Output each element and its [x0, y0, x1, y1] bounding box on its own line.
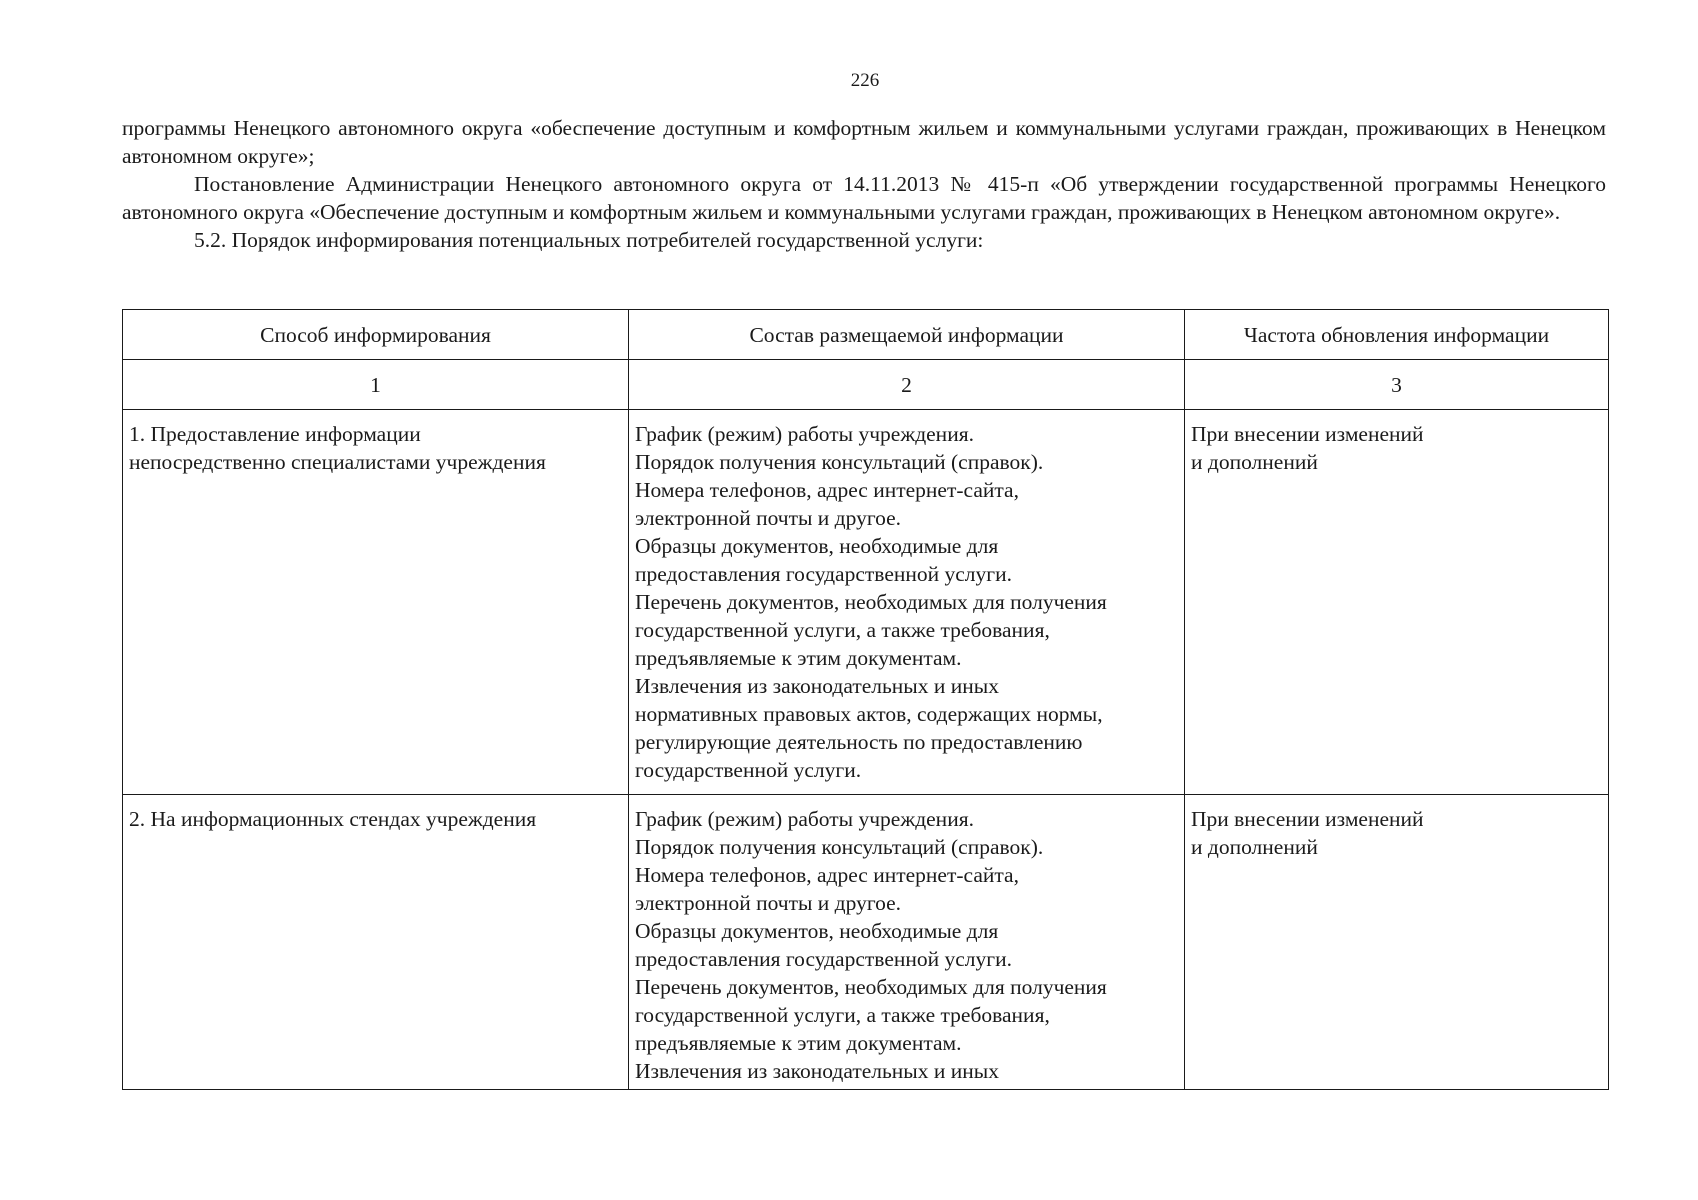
- content-line: нормативных правовых актов, содержащих нормы,: [635, 702, 1103, 726]
- content-cell: [629, 795, 1185, 1090]
- content-line: регулирующие деятельность по предоставлению: [635, 730, 1083, 754]
- header-frequency: Частота обновления информации: [1185, 310, 1609, 360]
- header-method: Способ информирования: [123, 310, 629, 360]
- content-cell: [629, 410, 1185, 795]
- method-line: 2. На информационных стендах учреждения: [129, 807, 537, 831]
- content-line: Номера телефонов, адрес интернет-сайта,: [635, 478, 1019, 502]
- frequency-cell: [1185, 795, 1609, 1090]
- column-number-3: 3: [1185, 360, 1609, 410]
- content-line: предъявляемые к этим документам.: [635, 646, 962, 670]
- method-line: непосредственно специалистами учреждения: [129, 450, 546, 474]
- content-line: государственной услуги, а также требования,: [635, 618, 1050, 642]
- information-table: [122, 309, 1609, 1090]
- frequency-line: При внесении изменений: [1191, 807, 1424, 831]
- content-line: Порядок получения консультаций (справок).: [635, 450, 1044, 474]
- intro-text: [122, 114, 1606, 254]
- content-line: Перечень документов, необходимых для получения: [635, 975, 1107, 999]
- content-line: График (режим) работы учреждения.: [635, 807, 974, 831]
- content-line: государственной услуги.: [635, 758, 862, 782]
- content-line: предъявляемые к этим документам.: [635, 1031, 962, 1055]
- content-line: предоставления государственной услуги.: [635, 947, 1012, 971]
- table-row: [123, 410, 1609, 795]
- content-line: электронной почты и другое.: [635, 506, 902, 530]
- table-header-row: [123, 310, 1609, 360]
- header-content: Состав размещаемой информации: [629, 310, 1185, 360]
- content-line: предоставления государственной услуги.: [635, 562, 1012, 586]
- content-line: Перечень документов, необходимых для получения: [635, 590, 1107, 614]
- intro-paragraph-1: программы Ненецкого автономного округа «обеспечение доступным и комфортным жильем и коммунальными услугами граждан, проживающих в Ненецком автономном округе»;: [122, 116, 1606, 168]
- column-number-row: [123, 360, 1609, 410]
- page-number: 226: [850, 70, 880, 91]
- method-cell: [123, 410, 629, 795]
- content-line: Извлечения из законодательных и иных: [635, 674, 999, 698]
- intro-paragraph-3: 5.2. Порядок информирования потенциальных потребителей государственной услуги:: [194, 228, 984, 252]
- content-line: Образцы документов, необходимые для: [635, 534, 999, 558]
- content-line: электронной почты и другое.: [635, 891, 902, 915]
- content-line: Порядок получения консультаций (справок).: [635, 835, 1044, 859]
- content-line: государственной услуги, а также требования,: [635, 1003, 1050, 1027]
- method-line: 1. Предоставление информации: [129, 422, 421, 446]
- content-line: Образцы документов, необходимые для: [635, 919, 999, 943]
- table-row: [123, 795, 1609, 1090]
- frequency-line: При внесении изменений: [1191, 422, 1424, 446]
- frequency-line: и дополнений: [1191, 835, 1318, 859]
- frequency-cell: [1185, 410, 1609, 795]
- intro-paragraph-2: Постановление Администрации Ненецкого автономного округа от 14.11.2013 № 415-п «Об утверждении государственной программы Ненецкого автономного округа «Обеспечение доступным и комфортным жильем и коммунальными услугами граждан, проживающих в Ненецком автономном округе».: [122, 172, 1606, 224]
- column-number-1: 1: [123, 360, 629, 410]
- column-number-2: 2: [629, 360, 1185, 410]
- content-line: Извлечения из законодательных и иных: [635, 1059, 999, 1083]
- method-cell: [123, 795, 629, 1090]
- content-line: Номера телефонов, адрес интернет-сайта,: [635, 863, 1019, 887]
- frequency-line: и дополнений: [1191, 450, 1318, 474]
- content-line: График (режим) работы учреждения.: [635, 422, 974, 446]
